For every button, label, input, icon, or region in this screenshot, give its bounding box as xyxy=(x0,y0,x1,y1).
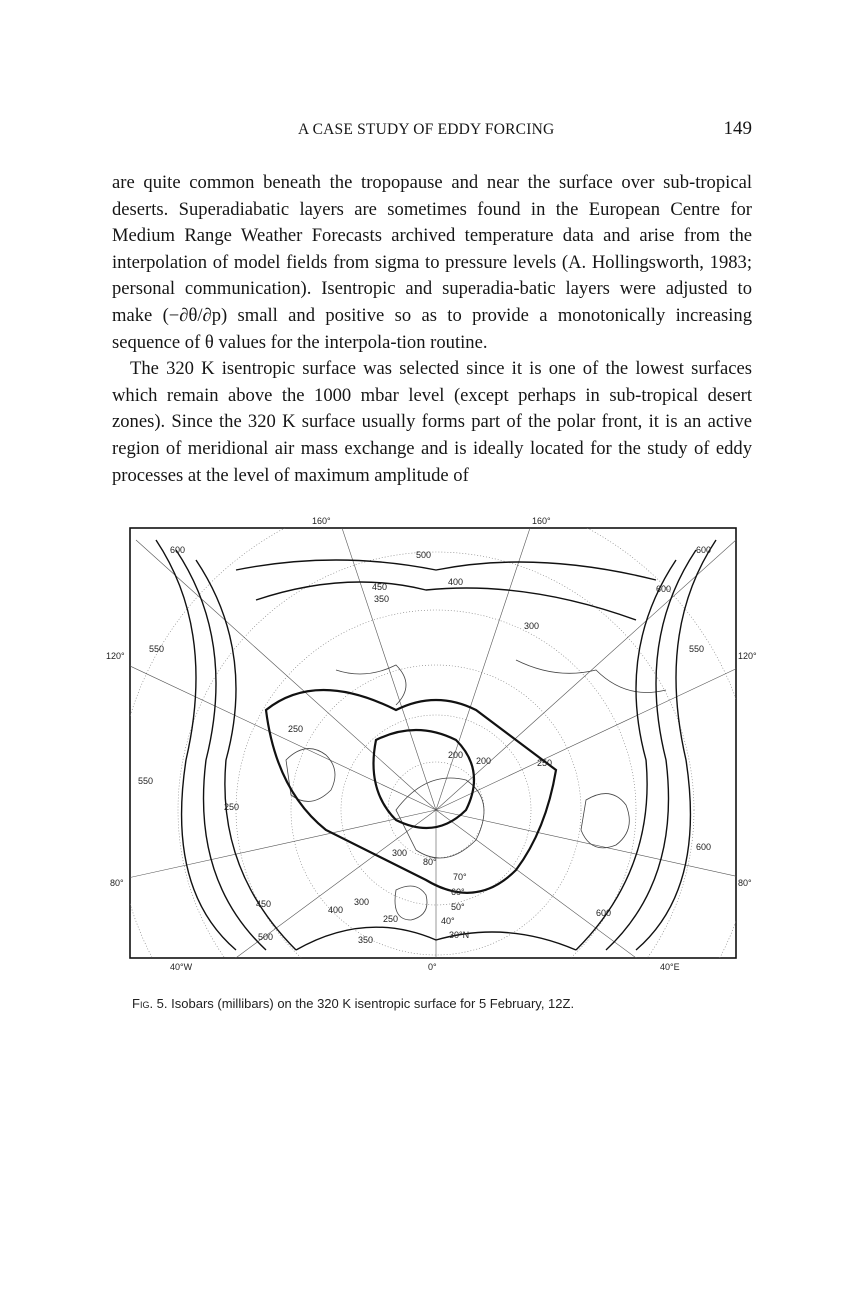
isobar-label: 500 xyxy=(258,932,274,942)
latitude-label: 40° xyxy=(441,916,455,926)
isobar-label: 200 xyxy=(476,756,492,766)
isobar-label: 550 xyxy=(149,644,165,654)
latitude-labels xyxy=(423,857,469,940)
latitude-label: 80° xyxy=(423,857,437,867)
isobar-label: 300 xyxy=(524,621,540,631)
latitude-label: 50° xyxy=(451,902,465,912)
longitude-label: 0° xyxy=(428,962,437,972)
page-number: 149 xyxy=(723,118,752,139)
isobar-label: 400 xyxy=(448,577,464,587)
isobar-labels xyxy=(138,545,711,945)
latitude-label: 70° xyxy=(453,872,467,882)
isobar-label: 600 xyxy=(696,545,712,555)
longitude-label: 120° xyxy=(106,651,125,661)
longitude-label: 160° xyxy=(532,516,551,526)
longitude-label: 80° xyxy=(738,878,752,888)
isobar-label: 250 xyxy=(288,724,304,734)
isobar-label: 500 xyxy=(416,550,432,560)
isobar-label: 600 xyxy=(170,545,186,555)
isobar-label: 600 xyxy=(696,842,712,852)
isobar-label: 600 xyxy=(596,908,612,918)
paragraph-2: The 320 K isentropic surface was selected since it is one of the lowest surfaces which remain above the 1000 mbar level (except perhaps in sub-tropical desert zones). Since the 320 K surface usually forms part of the polar front, it is an active region of meridional air mass exchange and is ideally located for the study of eddy processes at the level of maximum amplitude of xyxy=(112,358,752,486)
paragraph-1: are quite common beneath the tropopause and near the surface over sub-tropical deserts. Superadiabatic layers are sometimes found in the European Centre for Medium Range Weather Forecasts archived temperature data and arise from the interpolation of model fields from sigma to pressure levels (A. Hollingsworth, 1983; personal communication). Isentropic and superadia-batic layers were adjusted to make (−∂θ/∂p) small and positive so as to provide a monotonically increasing sequence of θ values for the interpola-tion routine. xyxy=(112,172,752,353)
running-head: A CASE STUDY OF EDDY FORCING xyxy=(298,121,555,138)
isobar-label: 250 xyxy=(537,758,553,768)
body-text xyxy=(112,170,752,489)
latitude-label: 60° xyxy=(451,887,465,897)
longitude-label: 120° xyxy=(738,651,757,661)
caption-label: Fig. 5. xyxy=(132,996,168,1011)
isobar-label: 250 xyxy=(224,802,240,812)
isobar-label: 550 xyxy=(138,776,154,786)
map-frame xyxy=(130,528,736,958)
isobar-label: 400 xyxy=(328,905,344,915)
isobar-label: 350 xyxy=(374,594,390,604)
isobar-label: 550 xyxy=(689,644,705,654)
longitude-label: 40°W xyxy=(170,962,193,972)
isobar-label: 300 xyxy=(392,848,408,858)
longitude-label: 40°E xyxy=(660,962,680,972)
isobar-label: 350 xyxy=(358,935,374,945)
figure-5 xyxy=(96,510,776,980)
figure-caption xyxy=(132,996,732,1011)
isobar-label: 450 xyxy=(372,582,388,592)
isobar-label: 250 xyxy=(383,914,399,924)
isobar-label: 450 xyxy=(256,899,272,909)
longitude-label: 160° xyxy=(312,516,331,526)
polar-stereographic-map xyxy=(96,510,776,980)
caption-text: Isobars (millibars) on the 320 K isentropic surface for 5 February, 12Z. xyxy=(171,996,575,1011)
page-header xyxy=(112,118,752,143)
isobar-label: 300 xyxy=(354,897,370,907)
isobar-label: 600 xyxy=(656,584,672,594)
longitude-label: 80° xyxy=(110,878,124,888)
isobar-label: 200 xyxy=(448,750,464,760)
latitude-label: 30°N xyxy=(449,930,470,940)
